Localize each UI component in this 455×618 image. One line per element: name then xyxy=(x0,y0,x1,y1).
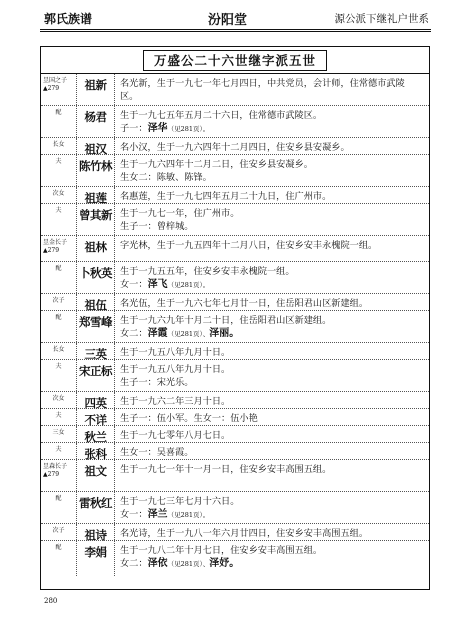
person-details xyxy=(115,443,429,459)
page-header xyxy=(0,0,455,34)
children-line xyxy=(120,122,425,136)
relation-cell xyxy=(41,106,77,137)
genealogy-entry xyxy=(41,409,429,426)
genealogy-entry xyxy=(41,106,429,138)
relation-cell xyxy=(41,294,77,310)
person-name: 曾其新 xyxy=(77,204,115,235)
relation-cell xyxy=(41,443,77,459)
person-details xyxy=(115,392,429,408)
person-details xyxy=(115,311,429,342)
detail-line: 生女一：吴喜霞。 xyxy=(120,447,194,458)
relation-cell xyxy=(41,74,77,105)
relation-cell xyxy=(41,524,77,540)
child-name-secondary: 泽妤。 xyxy=(209,558,240,569)
relation-cell xyxy=(41,262,77,293)
person-details xyxy=(115,524,429,540)
detail-line: 生于一九六四年十二月二日，住安乡县安凝乡。 xyxy=(120,159,313,170)
detail-line: 名惠莲，生于一九七四年五月二十九日，住广州市。 xyxy=(120,191,332,202)
detail-line: 生于一九五五年，住安乡安丰永槐院一组。 xyxy=(120,266,295,277)
child-page-note: （见281页）。 xyxy=(167,281,210,289)
page-number: 280 xyxy=(44,597,58,605)
children-prefix: 女一： xyxy=(120,509,148,520)
relation-label: 配 xyxy=(55,544,62,551)
relation-label: 配 xyxy=(55,314,62,321)
relation-label: 次子 xyxy=(52,527,65,534)
genealogy-entry xyxy=(41,187,429,204)
relation-label: 夫 xyxy=(55,158,62,165)
person-name: 祖莲 xyxy=(77,187,115,203)
person-name: 张科 xyxy=(77,443,115,459)
genealogy-entry xyxy=(41,343,429,360)
relation-label: 夫 xyxy=(55,446,62,453)
person-name: 郑雪峰 xyxy=(77,311,115,342)
relation-cell xyxy=(41,541,77,576)
children-line xyxy=(120,278,425,292)
detail-line: 生于一九七一年十一月一日，住安乡安丰高围五组。 xyxy=(120,464,332,475)
section-title: 万盛公二十六世继字派五世 xyxy=(143,50,327,71)
header-rule xyxy=(40,29,431,30)
header-hall-name: 汾阳堂 xyxy=(207,13,247,28)
person-details xyxy=(115,236,429,261)
relation-label: 配 xyxy=(55,495,62,502)
relation-label: 夫 xyxy=(55,207,62,214)
relation-cell xyxy=(41,460,77,491)
genealogy-entry xyxy=(41,236,429,262)
detail-line: 生于一九六二年三月十日。 xyxy=(120,396,231,407)
genealogy-entry xyxy=(41,74,429,106)
section-title-bar xyxy=(41,47,429,74)
relation-cell xyxy=(41,311,77,342)
detail-line: 生子一：伍小军。生女一：伍小艳 xyxy=(120,413,258,424)
person-details xyxy=(115,460,429,491)
detail-line: 名光伍，生于一九六七年七月廿一日，住岳阳君山区新建组。 xyxy=(120,298,369,309)
relation-cell xyxy=(41,236,77,261)
relation-cell xyxy=(41,360,77,391)
genealogy-table xyxy=(40,46,430,590)
relation-label: 三女 xyxy=(52,429,65,436)
detail-line: 名光诗，生于一九八一年六月廿四日，住安乡安丰高围五组。 xyxy=(120,528,369,539)
genealogy-entry xyxy=(41,155,429,187)
detail-line: 名小汉，生于一九六四年十二月四日，住安乡县安凝乡。 xyxy=(120,142,350,153)
relation-cell xyxy=(41,138,77,154)
person-name: 李娟 xyxy=(77,541,115,576)
relation-cell xyxy=(41,426,77,442)
relation-cell xyxy=(41,187,77,203)
children-line xyxy=(120,508,425,522)
person-name: 四英 xyxy=(77,392,115,408)
genealogy-entry xyxy=(41,262,429,294)
genealogy-rows xyxy=(41,74,429,576)
person-name: 祖新 xyxy=(77,74,115,105)
person-name: 不详 xyxy=(77,409,115,425)
genealogy-entry xyxy=(41,541,429,576)
detail-line: 字光林，生于一九五四年十二月八日，住安乡安丰永槐院一组。 xyxy=(120,240,378,251)
genealogy-entry xyxy=(41,524,429,541)
person-details xyxy=(115,360,429,391)
person-name: 宋正标 xyxy=(77,360,115,391)
child-page-note: （见281页）、 xyxy=(167,330,210,338)
relation-cell xyxy=(41,409,77,425)
detail-line: 名光新，生于一九七一年七月四日，中共党员，会计师，住常德市武陵 xyxy=(120,78,405,89)
relation-label: 配 xyxy=(55,265,62,272)
detail-line: 生于一九五八年九月十日。 xyxy=(120,364,231,375)
page-reference: ▲279 xyxy=(43,247,60,254)
child-name: 泽华 xyxy=(147,123,168,134)
relation-label: 次子 xyxy=(52,297,65,304)
child-name-secondary: 泽丽。 xyxy=(209,328,240,339)
children-prefix: 女一： xyxy=(120,279,148,290)
relation-cell xyxy=(41,392,77,408)
detail-line: 生于一九七三年七月十六日。 xyxy=(120,496,240,507)
genealogy-entry xyxy=(41,294,429,311)
relation-label: 配 xyxy=(55,109,62,116)
detail-line: 生子一：曾梓城。 xyxy=(120,221,194,232)
relation-label: 次女 xyxy=(52,190,65,197)
person-details xyxy=(115,426,429,442)
relation-cell xyxy=(41,204,77,235)
child-page-note: （见281页）、 xyxy=(167,560,210,568)
person-details xyxy=(115,155,429,186)
detail-line: 区。 xyxy=(120,91,139,102)
person-name: 祖林 xyxy=(77,236,115,261)
person-details xyxy=(115,262,429,293)
relation-label: 次女 xyxy=(52,395,65,402)
relation-label: 昱金长子 xyxy=(43,239,68,246)
relation-label: 夫 xyxy=(55,412,62,419)
detail-line: 生于一九八二年十月七日，住安乡安丰高围五组。 xyxy=(120,545,323,556)
genealogy-entry xyxy=(41,426,429,443)
header-book-title: 郭氏族谱 xyxy=(44,12,93,26)
person-details xyxy=(115,343,429,359)
page-reference: ▲279 xyxy=(43,471,60,478)
relation-label: 昱森长子 xyxy=(43,463,68,470)
detail-line: 生子一：宋光乐。 xyxy=(120,377,194,388)
children-prefix: 子一： xyxy=(120,123,148,134)
person-details xyxy=(115,106,429,137)
person-details xyxy=(115,74,429,105)
page-reference: ▲279 xyxy=(43,85,60,92)
children-prefix: 女二： xyxy=(120,328,148,339)
detail-line: 生于一九七一年，住广州市。 xyxy=(120,208,240,219)
relation-label: 长女 xyxy=(52,141,65,148)
person-details xyxy=(115,541,429,576)
relation-cell xyxy=(41,492,77,523)
child-name: 泽依 xyxy=(147,558,168,569)
genealogy-entry xyxy=(41,138,429,155)
person-name: 祖文 xyxy=(77,460,115,491)
relation-cell xyxy=(41,155,77,186)
detail-line: 生于一九五八年九月十日。 xyxy=(120,347,231,358)
person-name: 陈竹林 xyxy=(77,155,115,186)
header-rule-secondary xyxy=(40,31,431,32)
person-name: 秋兰 xyxy=(77,426,115,442)
detail-line: 生于一九七五年五月二十六日，住常德市武陵区。 xyxy=(120,110,323,121)
person-name: 祖伍 xyxy=(77,294,115,310)
genealogy-entry xyxy=(41,392,429,409)
person-details xyxy=(115,138,429,154)
child-name: 泽兰 xyxy=(147,509,168,520)
genealogy-entry xyxy=(41,492,429,524)
child-page-note: （见281页）。 xyxy=(167,511,210,519)
detail-line: 生于一九七零年八月七日。 xyxy=(120,430,231,441)
person-details xyxy=(115,204,429,235)
relation-label: 昱国之子 xyxy=(43,77,68,84)
header-branch-name: 源公派下继礼户世系 xyxy=(334,13,429,25)
child-page-note: （见281页）。 xyxy=(167,125,210,133)
person-name: 卜秋英 xyxy=(77,262,115,293)
detail-line: 生女二：陈敏、陈锋。 xyxy=(120,172,212,183)
genealogy-entry xyxy=(41,360,429,392)
person-details xyxy=(115,187,429,203)
person-name: 雷秋红 xyxy=(77,492,115,523)
person-name: 三英 xyxy=(77,343,115,359)
genealogy-entry xyxy=(41,443,429,460)
person-name: 杨君 xyxy=(77,106,115,137)
detail-line: 生于一九六九年十月二十日，住岳阳君山区新建组。 xyxy=(120,315,332,326)
relation-cell xyxy=(41,343,77,359)
person-details xyxy=(115,409,429,425)
genealogy-entry xyxy=(41,311,429,343)
children-prefix: 女二： xyxy=(120,558,148,569)
children-line xyxy=(120,557,425,571)
children-line xyxy=(120,327,425,341)
child-name: 泽飞 xyxy=(147,279,168,290)
relation-label: 夫 xyxy=(55,363,62,370)
person-details xyxy=(115,294,429,310)
relation-label: 长女 xyxy=(52,346,65,353)
genealogy-entry xyxy=(41,460,429,492)
person-details xyxy=(115,492,429,523)
person-name: 祖诗 xyxy=(77,524,115,540)
child-name: 泽霞 xyxy=(147,328,168,339)
person-name: 祖汉 xyxy=(77,138,115,154)
genealogy-entry xyxy=(41,204,429,236)
